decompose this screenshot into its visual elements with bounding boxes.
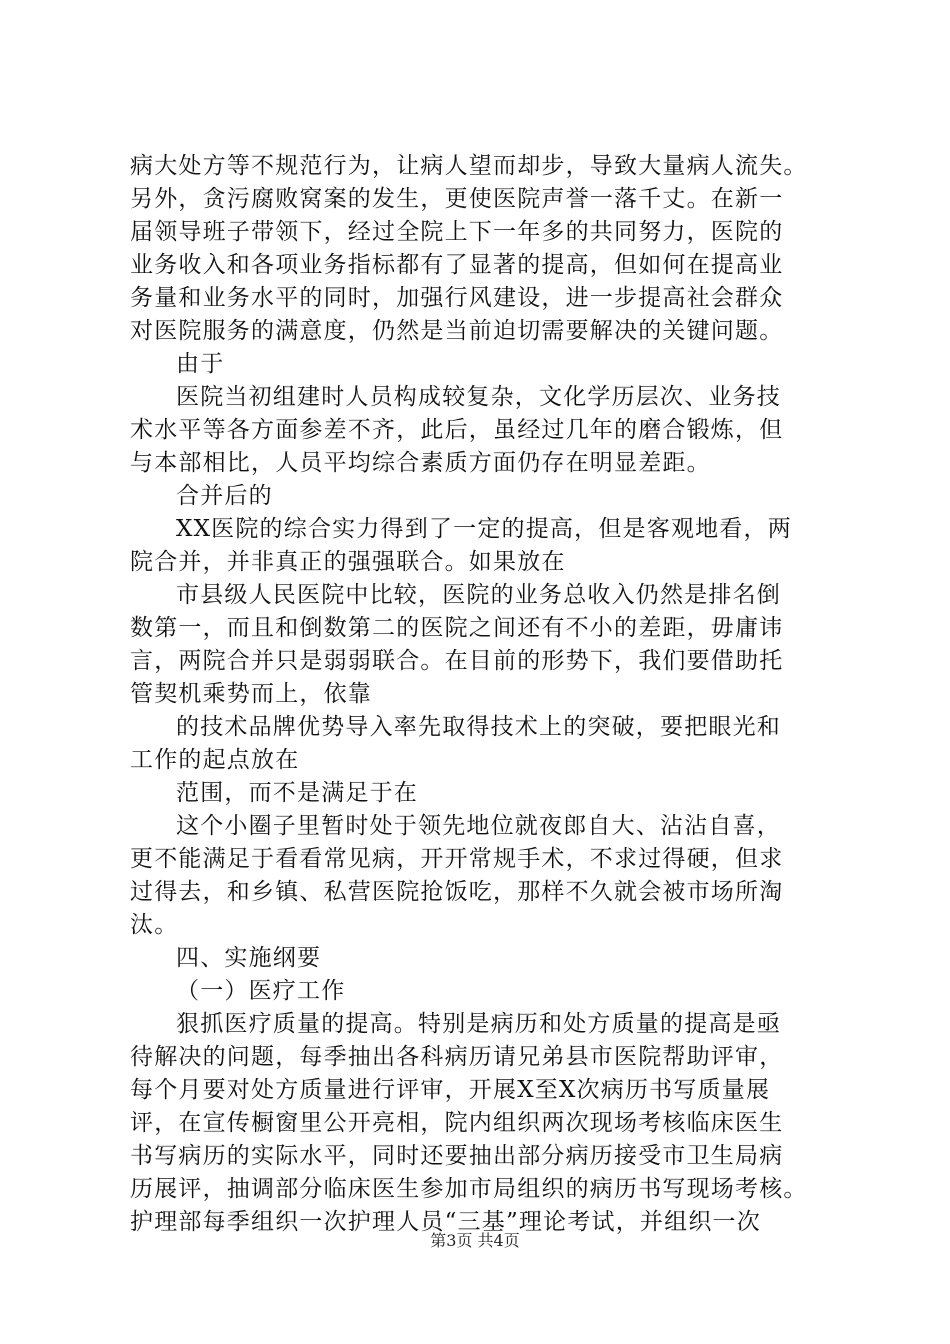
- text-line: 务量和业务水平的同时，加强行风建设，进一步提高社会群众: [130, 285, 784, 311]
- text-line: 更不能满足于看看常见病，开开常规手术，不求过得硬，但求: [130, 846, 784, 872]
- text-line: 病大处方等不规范行为，让病人望而却步，导致大量病人流失。: [130, 153, 808, 179]
- text-line: 言，两院合并只是弱弱联合。在目前的形势下，我们要借助托: [130, 648, 784, 674]
- text-line: 范围，而不是满足于在: [176, 780, 418, 806]
- text-line: 院合并，并非真正的强强联合。如果放在: [130, 549, 566, 575]
- text-line: 与本部相比，人员平均综合素质方面仍存在明显差距。: [130, 450, 711, 476]
- text-line: 汰。: [130, 912, 179, 938]
- page-number: 第3页 共4页: [430, 1231, 520, 1250]
- text-line: 对医院服务的满意度，仍然是当前迫切需要解决的关键问题。: [130, 318, 784, 344]
- document-body: [130, 150, 830, 1239]
- text-line: 的技术品牌优势导入率先取得技术上的突破，要把眼光和: [176, 714, 781, 740]
- text-line: 护理部每季组织一次护理人员“三基”理论考试，并组织一次: [130, 1209, 761, 1235]
- text-line: 合并后的: [176, 483, 273, 509]
- section-heading: 四、实施纲要: [176, 945, 322, 971]
- text-line: 市县级人民医院中比较，医院的业务总收入仍然是排名倒: [176, 582, 781, 608]
- text-line: 书写病历的实际水平，同时还要抽出部分病历接受市卫生局病: [130, 1143, 784, 1169]
- text-line: 狠抓医疗质量的提高。特别是病历和处方质量的提高是亟: [176, 1011, 781, 1037]
- text-line: 由于: [176, 351, 225, 377]
- text-line: XX医院的综合实力得到了一定的提高，但是客观地看，两: [176, 516, 792, 542]
- text-line: 术水平等各方面参差不齐，此后，虽经过几年的磨合锻炼，但: [130, 417, 784, 443]
- text-line: 过得去，和乡镇、私营医院抢饭吃，那样不久就会被市场所淘: [130, 879, 784, 905]
- text-line: 待解决的问题，每季抽出各科病历请兄弟县市医院帮助评审，: [130, 1044, 784, 1070]
- text-line: 另外，贪污腐败窝案的发生，更使医院声誉一落千丈。在新一: [130, 186, 784, 212]
- text-line: 届领导班子带领下，经过全院上下一年多的共同努力，医院的: [130, 219, 784, 245]
- text-line: 医院当初组建时人员构成较复杂，文化学历层次、业务技: [176, 384, 781, 410]
- text-line: 历展评，抽调部分临床医生参加市局组织的病历书写现场考核。: [130, 1176, 808, 1202]
- text-line: 每个月要对处方质量进行评审，开展X至X次病历书写质量展: [130, 1077, 771, 1103]
- text-line: 工作的起点放在: [130, 747, 300, 773]
- text-line: 这个小圈子里暂时处于领先地位就夜郎自大、沾沾自喜，: [176, 813, 781, 839]
- text-line: 数第一，而且和倒数第二的医院之间还有不小的差距，毋庸讳: [130, 615, 784, 641]
- subsection-heading: （一）医疗工作: [176, 978, 346, 1004]
- text-line: 评，在宣传橱窗里公开亮相，院内组织两次现场考核临床医生: [130, 1110, 784, 1136]
- text-line: 管契机乘势而上，依靠: [130, 681, 372, 707]
- text-line: 业务收入和各项业务指标都有了显著的提高，但如何在提高业: [130, 252, 784, 278]
